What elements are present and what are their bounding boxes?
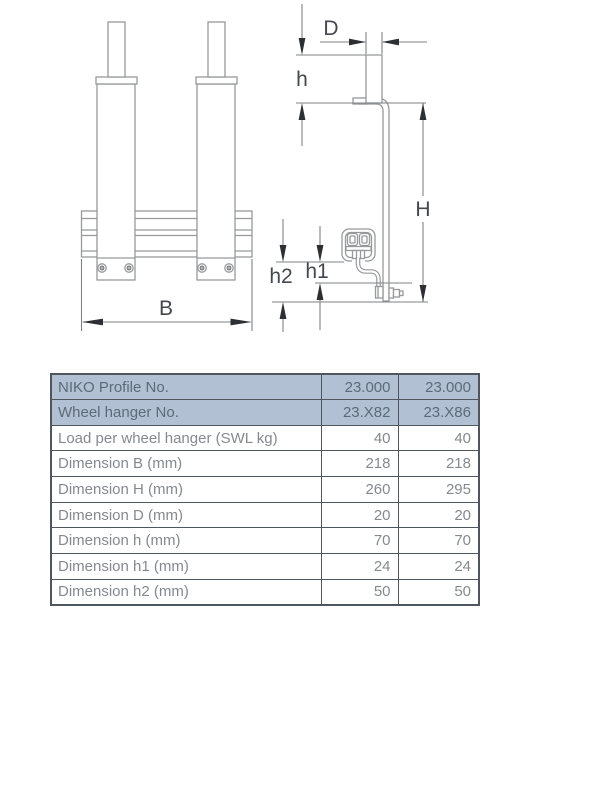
cell-value-2: 40 [398,425,479,451]
cell-value-1: 24 [321,554,398,580]
table-row [51,477,479,503]
dim-label-h2: h2 [269,265,293,288]
table-row [51,528,479,554]
table-row [51,374,479,400]
cell-value-1: 23.000 [321,374,398,400]
threaded-rod [366,55,382,103]
cell-label: Dimension D (mm) [51,502,321,528]
cell-value-1: 260 [321,477,398,503]
cell-label: NIKO Profile No. [51,374,321,400]
table-row [51,400,479,426]
dim-label-d: D [323,17,339,40]
dim-label-b: B [158,297,174,320]
profile-cross-section [342,229,375,263]
cell-value-2: 23.000 [398,374,479,400]
spec-table [50,373,480,606]
front-view-drawing [82,22,253,331]
cell-label: Dimension B (mm) [51,451,321,477]
cell-value-2: 70 [398,528,479,554]
cell-value-1: 20 [321,502,398,528]
cell-label: Load per wheel hanger (SWL kg) [51,425,321,451]
cell-value-2: 295 [398,477,479,503]
side-view-drawing [269,4,430,332]
dim-label-h1: h1 [305,260,329,283]
cell-value-2: 50 [398,579,479,605]
dimension-h-cap [415,103,430,302]
cell-value-1: 70 [321,528,398,554]
cell-label: Dimension h1 (mm) [51,554,321,580]
dimension-d [320,17,427,54]
cell-value-2: 23.X86 [398,400,479,426]
cell-value-1: 40 [321,425,398,451]
table-row [51,502,479,528]
table-row [51,451,479,477]
cell-label: Dimension H (mm) [51,477,321,503]
cell-value-2: 24 [398,554,479,580]
cell-label: Wheel hanger No. [51,400,321,426]
cell-label: Dimension h (mm) [51,528,321,554]
technical-drawing [0,0,600,362]
left-hanger [96,22,137,280]
dim-label-h-cap: H [415,198,431,221]
cell-value-2: 218 [398,451,479,477]
table-row [51,554,479,580]
table-row [51,425,479,451]
table-row [51,579,479,605]
dim-label-h: h [296,68,308,91]
cell-value-1: 23.X82 [321,400,398,426]
cell-value-1: 218 [321,451,398,477]
bolt [376,287,404,299]
cell-value-1: 50 [321,579,398,605]
cell-label: Dimension h2 (mm) [51,579,321,605]
cell-value-2: 20 [398,502,479,528]
right-hanger [196,22,237,280]
